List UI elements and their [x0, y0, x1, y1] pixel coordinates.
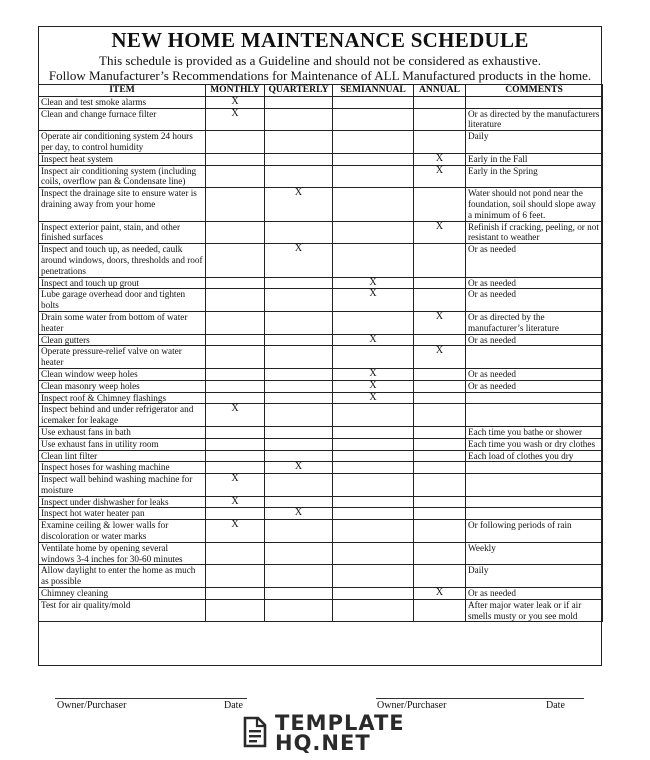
row-semiannual-cell: [333, 188, 414, 221]
row-semiannual-cell: X: [333, 392, 414, 404]
row-quarterly-cell: [265, 311, 333, 334]
row-monthly-cell: X: [206, 474, 265, 497]
row-quarterly-cell: [265, 542, 333, 565]
row-annual-cell: [414, 565, 466, 588]
row-comment: Or as needed: [466, 380, 603, 392]
row-semiannual-cell: [333, 474, 414, 497]
row-comment: [466, 96, 603, 108]
maintenance-table: [38, 84, 603, 622]
row-comment: Refinish if cracking, peeling, or not resistant to weather: [466, 221, 603, 244]
row-comment: [466, 462, 603, 474]
row-annual-cell: X: [414, 165, 466, 188]
row-annual-cell: [414, 520, 466, 543]
table-header-row: [39, 85, 603, 97]
row-monthly-cell: X: [206, 404, 265, 427]
row-quarterly-cell: [265, 450, 333, 462]
row-comment: Each time you wash or dry clothes: [466, 438, 603, 450]
row-comment: Or as directed by the manufacturers literature: [466, 108, 603, 131]
row-quarterly-cell: [265, 599, 333, 622]
row-comment: After major water leak or if air smells musty or you see mold: [466, 599, 603, 622]
row-comment: Early in the Fall: [466, 153, 603, 165]
row-quarterly-cell: [265, 165, 333, 188]
row-item: Operate air conditioning system 24 hours per day, to control humidity: [39, 131, 206, 154]
row-annual-cell: X: [414, 153, 466, 165]
row-item: Drain some water from bottom of water heater: [39, 311, 206, 334]
signature-line-owner-2: [376, 698, 584, 699]
logo-line-template: TEMPLATE: [275, 711, 405, 735]
row-comment: [466, 474, 603, 497]
row-comment: Each time you bathe or shower: [466, 426, 603, 438]
row-quarterly-cell: [265, 131, 333, 154]
row-monthly-cell: [206, 450, 265, 462]
row-annual-cell: [414, 474, 466, 497]
row-semiannual-cell: X: [333, 277, 414, 289]
table-row: [39, 438, 603, 450]
row-annual-cell: [414, 188, 466, 221]
row-comment: Early in the Spring: [466, 165, 603, 188]
row-item: Inspect roof & Chimney flashings: [39, 392, 206, 404]
row-monthly-cell: [206, 277, 265, 289]
table-row: [39, 426, 603, 438]
row-monthly-cell: [206, 334, 265, 346]
row-monthly-cell: [206, 438, 265, 450]
row-annual-cell: [414, 599, 466, 622]
schedule-sheet: [38, 26, 602, 622]
header-annual: ANNUAL: [414, 85, 466, 97]
row-semiannual-cell: [333, 450, 414, 462]
row-annual-cell: [414, 131, 466, 154]
table-row: [39, 153, 603, 165]
table-row: [39, 450, 603, 462]
row-annual-cell: [414, 244, 466, 277]
row-quarterly-cell: [265, 392, 333, 404]
row-semiannual-cell: [333, 520, 414, 543]
row-annual-cell: [414, 392, 466, 404]
row-annual-cell: [414, 508, 466, 520]
date-label-2: Date: [546, 700, 565, 711]
row-annual-cell: [414, 380, 466, 392]
table-row: [39, 277, 603, 289]
row-item: Inspect hot water heater pan: [39, 508, 206, 520]
row-monthly-cell: [206, 588, 265, 600]
table-row: [39, 289, 603, 312]
row-quarterly-cell: X: [265, 244, 333, 277]
row-quarterly-cell: [265, 346, 333, 369]
row-item: Clean window weep holes: [39, 368, 206, 380]
row-monthly-cell: [206, 131, 265, 154]
row-comment: Or as directed by the manufacturer’s literature: [466, 311, 603, 334]
table-row: [39, 96, 603, 108]
row-semiannual-cell: [333, 542, 414, 565]
row-item: Allow daylight to enter the home as much as possible: [39, 565, 206, 588]
row-semiannual-cell: [333, 165, 414, 188]
row-comment: Or as needed: [466, 277, 603, 289]
row-semiannual-cell: X: [333, 334, 414, 346]
row-quarterly-cell: [265, 565, 333, 588]
table-row: [39, 392, 603, 404]
row-annual-cell: [414, 542, 466, 565]
row-semiannual-cell: X: [333, 380, 414, 392]
row-comment: [466, 404, 603, 427]
header-quarterly: QUARTERLY: [265, 85, 333, 97]
row-annual-cell: X: [414, 311, 466, 334]
row-comment: [466, 392, 603, 404]
row-semiannual-cell: [333, 462, 414, 474]
row-item: Examine ceiling & lower walls for discoloration or water marks: [39, 520, 206, 543]
row-item: Inspect and touch up, as needed, caulk around windows, doors, thresholds and roof penetrations: [39, 244, 206, 277]
row-comment: Daily: [466, 565, 603, 588]
row-comment: Daily: [466, 131, 603, 154]
row-semiannual-cell: [333, 346, 414, 369]
row-quarterly-cell: [265, 426, 333, 438]
row-quarterly-cell: X: [265, 188, 333, 221]
templatehq-logo: [243, 711, 405, 758]
row-semiannual-cell: [333, 599, 414, 622]
row-quarterly-cell: [265, 588, 333, 600]
header-item: ITEM: [39, 85, 206, 97]
row-comment: Or as needed: [466, 588, 603, 600]
row-semiannual-cell: [333, 496, 414, 508]
row-quarterly-cell: [265, 520, 333, 543]
row-comment: Water should not pond near the foundation, soil should slope away a minimum of 6 feet.: [466, 188, 603, 221]
table-row: [39, 565, 603, 588]
row-semiannual-cell: [333, 221, 414, 244]
row-annual-cell: [414, 462, 466, 474]
row-monthly-cell: X: [206, 496, 265, 508]
row-quarterly-cell: [265, 380, 333, 392]
header-comments: COMMENTS: [466, 85, 603, 97]
row-quarterly-cell: [265, 438, 333, 450]
row-item: Operate pressure-relief valve on water heater: [39, 346, 206, 369]
table-row: [39, 131, 603, 154]
row-annual-cell: [414, 289, 466, 312]
logo-text: [275, 713, 405, 753]
row-monthly-cell: [206, 392, 265, 404]
table-row: [39, 588, 603, 600]
row-semiannual-cell: [333, 96, 414, 108]
owner-purchaser-label-1: Owner/Purchaser: [57, 700, 127, 711]
row-monthly-cell: [206, 165, 265, 188]
table-row: [39, 346, 603, 369]
row-comment: Weekly: [466, 542, 603, 565]
row-quarterly-cell: [265, 277, 333, 289]
row-quarterly-cell: [265, 474, 333, 497]
row-semiannual-cell: [333, 311, 414, 334]
row-monthly-cell: [206, 462, 265, 474]
row-comment: Or following periods of rain: [466, 520, 603, 543]
row-item: Clean masonry weep holes: [39, 380, 206, 392]
owner-purchaser-label-2: Owner/Purchaser: [377, 700, 447, 711]
table-row: [39, 334, 603, 346]
row-monthly-cell: [206, 289, 265, 312]
table-row: [39, 508, 603, 520]
row-semiannual-cell: X: [333, 289, 414, 312]
row-item: Inspect under dishwasher for leaks: [39, 496, 206, 508]
row-quarterly-cell: [265, 108, 333, 131]
row-comment: Or as needed: [466, 244, 603, 277]
row-semiannual-cell: [333, 426, 414, 438]
row-semiannual-cell: [333, 108, 414, 131]
row-comment: [466, 496, 603, 508]
row-quarterly-cell: [265, 221, 333, 244]
row-annual-cell: [414, 96, 466, 108]
table-row: [39, 244, 603, 277]
row-item: Inspect and touch up grout: [39, 277, 206, 289]
page-title: NEW HOME MAINTENANCE SCHEDULE: [111, 28, 529, 52]
row-item: Inspect heat system: [39, 153, 206, 165]
row-comment: Or as needed: [466, 289, 603, 312]
row-monthly-cell: X: [206, 96, 265, 108]
table-row: [39, 542, 603, 565]
row-annual-cell: [414, 368, 466, 380]
row-item: Inspect behind and under refrigerator and icemaker for leakage: [39, 404, 206, 427]
row-monthly-cell: [206, 426, 265, 438]
row-item: Clean lint filter: [39, 450, 206, 462]
row-monthly-cell: [206, 508, 265, 520]
table-row: [39, 474, 603, 497]
table-row: [39, 165, 603, 188]
table-row: [39, 462, 603, 474]
document-icon: [243, 716, 267, 748]
row-annual-cell: [414, 108, 466, 131]
table-row: [39, 188, 603, 221]
signature-line-owner-1: [55, 698, 247, 699]
table-row: [39, 221, 603, 244]
row-comment: Each load of clothes you dry: [466, 450, 603, 462]
row-monthly-cell: [206, 311, 265, 334]
row-annual-cell: X: [414, 588, 466, 600]
row-annual-cell: X: [414, 346, 466, 369]
row-annual-cell: [414, 438, 466, 450]
row-semiannual-cell: [333, 404, 414, 427]
row-monthly-cell: [206, 244, 265, 277]
row-comment: Or as needed: [466, 368, 603, 380]
row-comment: Or as needed: [466, 334, 603, 346]
row-annual-cell: [414, 277, 466, 289]
date-label-1: Date: [224, 700, 243, 711]
row-comment: [466, 346, 603, 369]
row-item: Ventilate home by opening several windows 3-4 inches for 30-60 minutes: [39, 542, 206, 565]
row-item: Inspect air conditioning system (including coils, overflow pan & Condensate line): [39, 165, 206, 188]
row-item: Use exhaust fans in utility room: [39, 438, 206, 450]
table-row: [39, 108, 603, 131]
row-semiannual-cell: [333, 131, 414, 154]
table-row: [39, 368, 603, 380]
table-row: [39, 599, 603, 622]
row-annual-cell: [414, 404, 466, 427]
row-monthly-cell: [206, 221, 265, 244]
subtitle-manufacturer: Follow Manufacturer’s Recommendations for Maintenance of ALL Manufactured products in the home.: [48, 68, 592, 83]
row-item: Lube garage overhead door and tighten bolts: [39, 289, 206, 312]
header-semiannual: SEMIANNUAL: [333, 85, 414, 97]
row-monthly-cell: [206, 188, 265, 221]
row-monthly-cell: [206, 599, 265, 622]
row-quarterly-cell: [265, 368, 333, 380]
table-row: [39, 311, 603, 334]
row-item: Use exhaust fans in bath: [39, 426, 206, 438]
row-semiannual-cell: [333, 244, 414, 277]
row-item: Inspect exterior paint, stain, and other finished surfaces: [39, 221, 206, 244]
row-quarterly-cell: X: [265, 462, 333, 474]
row-item: Inspect hoses for washing machine: [39, 462, 206, 474]
row-quarterly-cell: X: [265, 508, 333, 520]
table-row: [39, 380, 603, 392]
row-semiannual-cell: [333, 588, 414, 600]
row-item: Clean and change furnace filter: [39, 108, 206, 131]
table-row: [39, 496, 603, 508]
row-quarterly-cell: [265, 96, 333, 108]
row-quarterly-cell: [265, 496, 333, 508]
subtitle-guideline: This schedule is provided as a Guideline and should not be considered as exhaustive.: [99, 53, 541, 68]
row-annual-cell: [414, 450, 466, 462]
row-item: Test for air quality/mold: [39, 599, 206, 622]
row-item: Clean and test smoke alarms: [39, 96, 206, 108]
row-semiannual-cell: [333, 565, 414, 588]
row-annual-cell: X: [414, 221, 466, 244]
row-item: Clean gutters: [39, 334, 206, 346]
row-item: Inspect wall behind washing machine for moisture: [39, 474, 206, 497]
row-monthly-cell: [206, 380, 265, 392]
row-monthly-cell: X: [206, 520, 265, 543]
row-monthly-cell: [206, 153, 265, 165]
row-annual-cell: [414, 426, 466, 438]
row-monthly-cell: [206, 542, 265, 565]
row-monthly-cell: [206, 346, 265, 369]
table-row: [39, 404, 603, 427]
row-semiannual-cell: [333, 438, 414, 450]
row-quarterly-cell: [265, 153, 333, 165]
header-monthly: MONTHLY: [206, 85, 265, 97]
row-semiannual-cell: X: [333, 368, 414, 380]
row-quarterly-cell: [265, 334, 333, 346]
row-monthly-cell: X: [206, 108, 265, 131]
row-comment: [466, 508, 603, 520]
row-monthly-cell: [206, 565, 265, 588]
row-monthly-cell: [206, 368, 265, 380]
logo-line-hqnet: HQ.NET: [275, 731, 371, 755]
row-quarterly-cell: [265, 404, 333, 427]
row-semiannual-cell: [333, 153, 414, 165]
row-annual-cell: [414, 496, 466, 508]
row-item: Chimney cleaning: [39, 588, 206, 600]
row-semiannual-cell: [333, 508, 414, 520]
row-item: Inspect the drainage site to ensure water is draining away from your home: [39, 188, 206, 221]
row-quarterly-cell: [265, 289, 333, 312]
table-row: [39, 520, 603, 543]
row-annual-cell: [414, 334, 466, 346]
